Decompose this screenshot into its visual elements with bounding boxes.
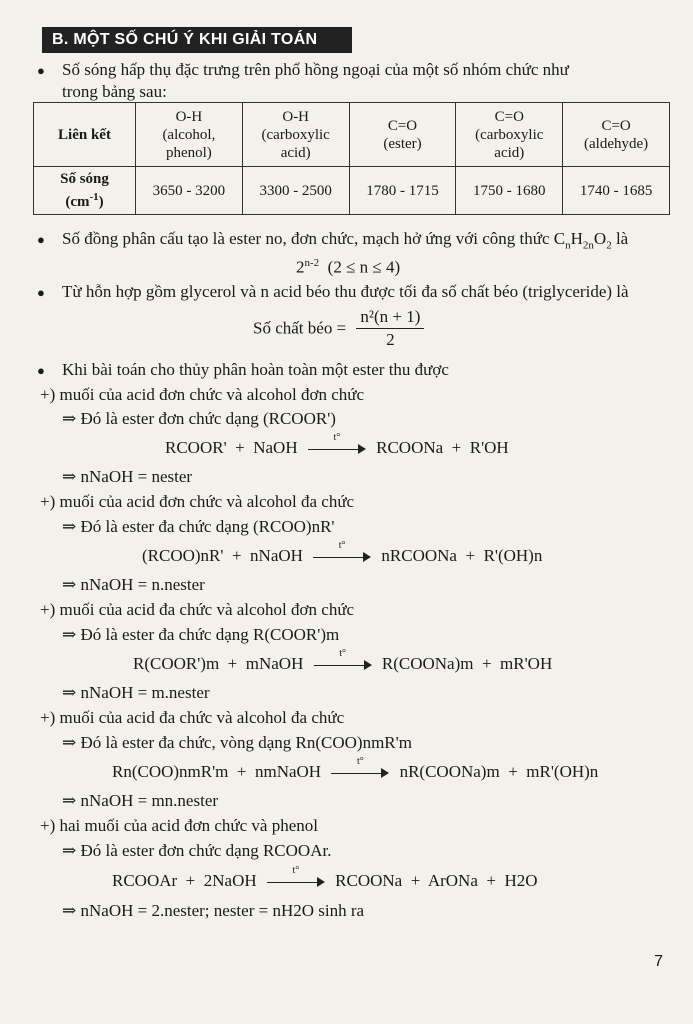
case-1-ratio: ⇒ nNaOH = nester: [62, 467, 193, 486]
bond-cell: C=O (ester): [349, 103, 456, 167]
case-1-conclusion: ⇒ Đó là ester đơn chức dạng (RCOOR'): [62, 409, 336, 428]
bond-cell: C=O (carboxylic acid): [456, 103, 563, 167]
bullet-icon: ●: [37, 363, 45, 378]
intro-line-2: trong bảng sau:: [62, 82, 167, 101]
ir-table: [33, 102, 670, 215]
fat-text: Từ hỗn hợp gồm glycerol và n acid béo thu được tối đa số chất béo (triglyceride) là: [62, 282, 629, 301]
reaction-arrow: t°: [314, 658, 372, 672]
value-cell: 1780 - 1715: [349, 167, 456, 215]
reaction-arrow: t°: [313, 550, 371, 564]
case-2-ratio: ⇒ nNaOH = n.nester: [62, 575, 205, 594]
value-cell: 1750 - 1680: [456, 167, 563, 215]
case-3-ratio: ⇒ nNaOH = m.nester: [62, 683, 210, 702]
case-4-ratio: ⇒ nNaOH = mn.nester: [62, 791, 219, 810]
bond-cell: O-H (carboxylic acid): [242, 103, 349, 167]
fraction-denominator: 2: [386, 330, 395, 349]
case-2-conclusion: ⇒ Đó là ester đa chức dạng (RCOO)nR': [62, 517, 335, 536]
section-header: B. MỘT SỐ CHÚ Ý KHI GIẢI TOÁN: [42, 27, 352, 53]
table-row: [34, 167, 670, 215]
intro-line-1: Số sóng hấp thụ đặc trưng trên phổ hồng ngoại của một số nhóm chức như: [62, 60, 569, 79]
hydrolysis-intro: Khi bài toán cho thủy phân hoàn toàn một ester thu được: [62, 360, 449, 379]
case-4-conclusion: ⇒ Đó là ester đa chức, vòng dạng Rn(COO)nmR'm: [62, 733, 412, 752]
case-3-title: +) muối của acid đa chức và alcohol đơn chức: [40, 600, 355, 619]
bond-cell: C=O (aldehyde): [563, 103, 670, 167]
value-cell: 3300 - 2500: [242, 167, 349, 215]
case-5-title: +) hai muối của acid đơn chức và phenol: [40, 816, 318, 835]
case-2-title: +) muối của acid đơn chức và alcohol đa chức: [40, 492, 355, 511]
case-4-title: +) muối của acid đa chức và alcohol đa chức: [40, 708, 345, 727]
bullet-icon: ●: [37, 63, 45, 78]
case-5-conclusion: ⇒ Đó là ester đơn chức dạng RCOOAr.: [62, 841, 332, 860]
reaction-arrow: t°: [308, 442, 366, 456]
isomer-text: Số đồng phân cấu tạo là ester no, đơn chức, mạch hở ứng với công thức $C_nH_{2n}O_2$ là: [62, 229, 629, 252]
fat-formula: Số chất béo = $\frac{\text{n²(n + 1)}}{2}$: [253, 306, 424, 351]
case-5-equation: RCOOAr + 2NaOH t° RCOONa + ArONa + H2O: [112, 865, 538, 890]
value-cell: 1740 - 1685: [563, 167, 670, 215]
page-number: 7: [654, 953, 663, 970]
row-label-wavenumber: Số sóng $(cm^{-1})$: [34, 167, 136, 215]
reaction-arrow: t°: [267, 875, 325, 889]
case-3-conclusion: ⇒ Đó là ester đa chức dạng R(COOR')m: [62, 625, 340, 644]
case-3-equation: R(COOR')m + mNaOH t° R(COONa)m + mR'OH: [133, 648, 553, 673]
case-1-equation: RCOOR' + NaOH t° RCOONa + R'OH: [165, 432, 509, 457]
bond-cell: O-H (alcohol, phenol): [136, 103, 243, 167]
value-cell: 3650 - 3200: [136, 167, 243, 215]
case-1-title: +) muối của acid đơn chức và alcohol đơn chức: [40, 385, 365, 404]
case-5-ratio: ⇒ nNaOH = 2.nester; nester = nH2O sinh ra: [62, 901, 365, 920]
reaction-arrow: t°: [331, 766, 389, 780]
case-4-equation: Rn(COO)nmR'm + nmNaOH t° nR(COONa)m + mR'(OH)n: [112, 756, 599, 781]
case-2-equation: (RCOO)nR' + nNaOH t° nRCOONa + R'(OH)n: [142, 540, 543, 565]
row-label-bond: Liên kết: [34, 103, 136, 167]
fraction-numerator: n²(n + 1): [356, 306, 424, 329]
isomer-result: 2$^{n-2}$ (2 ≤ n ≤ 4): [296, 257, 401, 277]
bullet-icon: ●: [37, 232, 45, 247]
bullet-icon: ●: [37, 285, 45, 300]
table-row: [34, 103, 670, 167]
